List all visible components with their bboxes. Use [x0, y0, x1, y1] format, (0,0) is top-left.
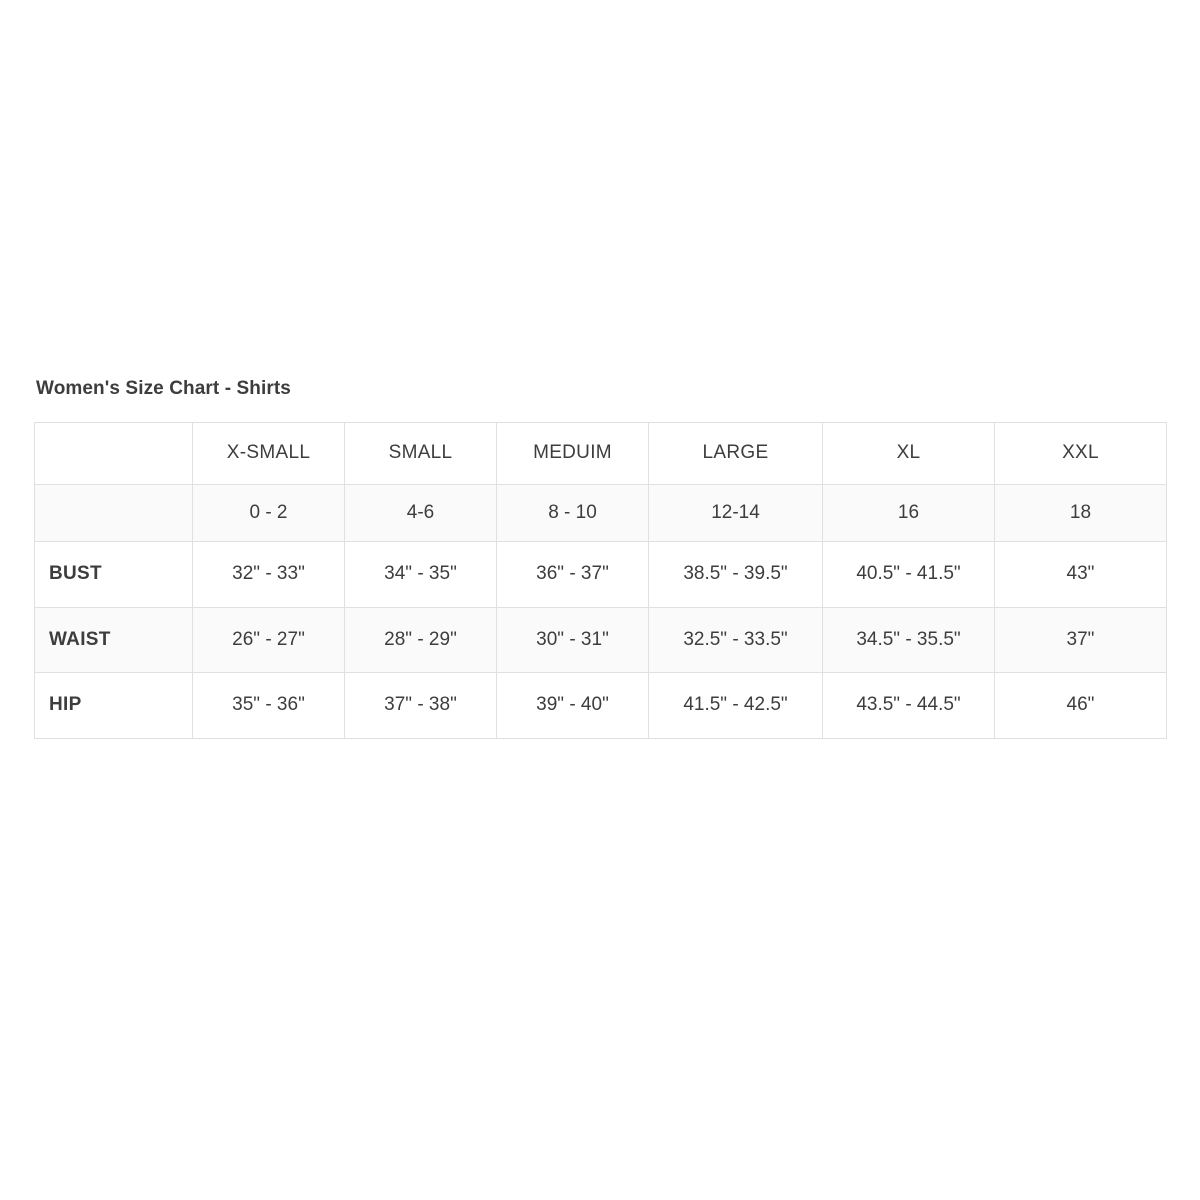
cell-waist-small: 28" - 29": [345, 607, 497, 673]
header-medium: MEDUIM: [497, 423, 649, 485]
page-title: Women's Size Chart - Shirts: [36, 378, 291, 399]
header-small: SMALL: [345, 423, 497, 485]
header-large: LARGE: [649, 423, 823, 485]
header-row: [35, 423, 1167, 485]
cell-waist-xxl: 37": [995, 607, 1167, 673]
cell-bust-xl: 40.5" - 41.5": [823, 542, 995, 608]
cell-bust-x-small: 32" - 33": [193, 542, 345, 608]
cell-bust-small: 34" - 35": [345, 542, 497, 608]
cell-waist-xl: 34.5" - 35.5": [823, 607, 995, 673]
table-row-waist: [35, 607, 1167, 673]
cell-numeric-x-small: 0 - 2: [193, 484, 345, 542]
table-header: [35, 423, 1167, 485]
cell-hip-large: 41.5" - 42.5": [649, 673, 823, 739]
header-xl: XL: [823, 423, 995, 485]
row-label-waist: WAIST: [35, 607, 193, 673]
header-corner: [35, 423, 193, 485]
row-label-hip: HIP: [35, 673, 193, 739]
table-row-numeric-sizes: [35, 484, 1167, 542]
cell-hip-x-small: 35" - 36": [193, 673, 345, 739]
cell-numeric-xxl: 18: [995, 484, 1167, 542]
header-x-small: X-SMALL: [193, 423, 345, 485]
cell-numeric-xl: 16: [823, 484, 995, 542]
row-label-numeric: [35, 484, 193, 542]
cell-bust-xxl: 43": [995, 542, 1167, 608]
table-row-hip: [35, 673, 1167, 739]
cell-numeric-medium: 8 - 10: [497, 484, 649, 542]
row-label-bust: BUST: [35, 542, 193, 608]
table-row-bust: [35, 542, 1167, 608]
size-chart-container: [34, 378, 1154, 739]
cell-bust-medium: 36" - 37": [497, 542, 649, 608]
cell-waist-large: 32.5" - 33.5": [649, 607, 823, 673]
cell-waist-x-small: 26" - 27": [193, 607, 345, 673]
cell-bust-large: 38.5" - 39.5": [649, 542, 823, 608]
cell-hip-xl: 43.5" - 44.5": [823, 673, 995, 739]
cell-numeric-small: 4-6: [345, 484, 497, 542]
size-chart-table: [34, 422, 1167, 739]
cell-waist-medium: 30" - 31": [497, 607, 649, 673]
cell-hip-xxl: 46": [995, 673, 1167, 739]
cell-hip-small: 37" - 38": [345, 673, 497, 739]
table-body: [35, 484, 1167, 738]
header-xxl: XXL: [995, 423, 1167, 485]
cell-numeric-large: 12-14: [649, 484, 823, 542]
cell-hip-medium: 39" - 40": [497, 673, 649, 739]
